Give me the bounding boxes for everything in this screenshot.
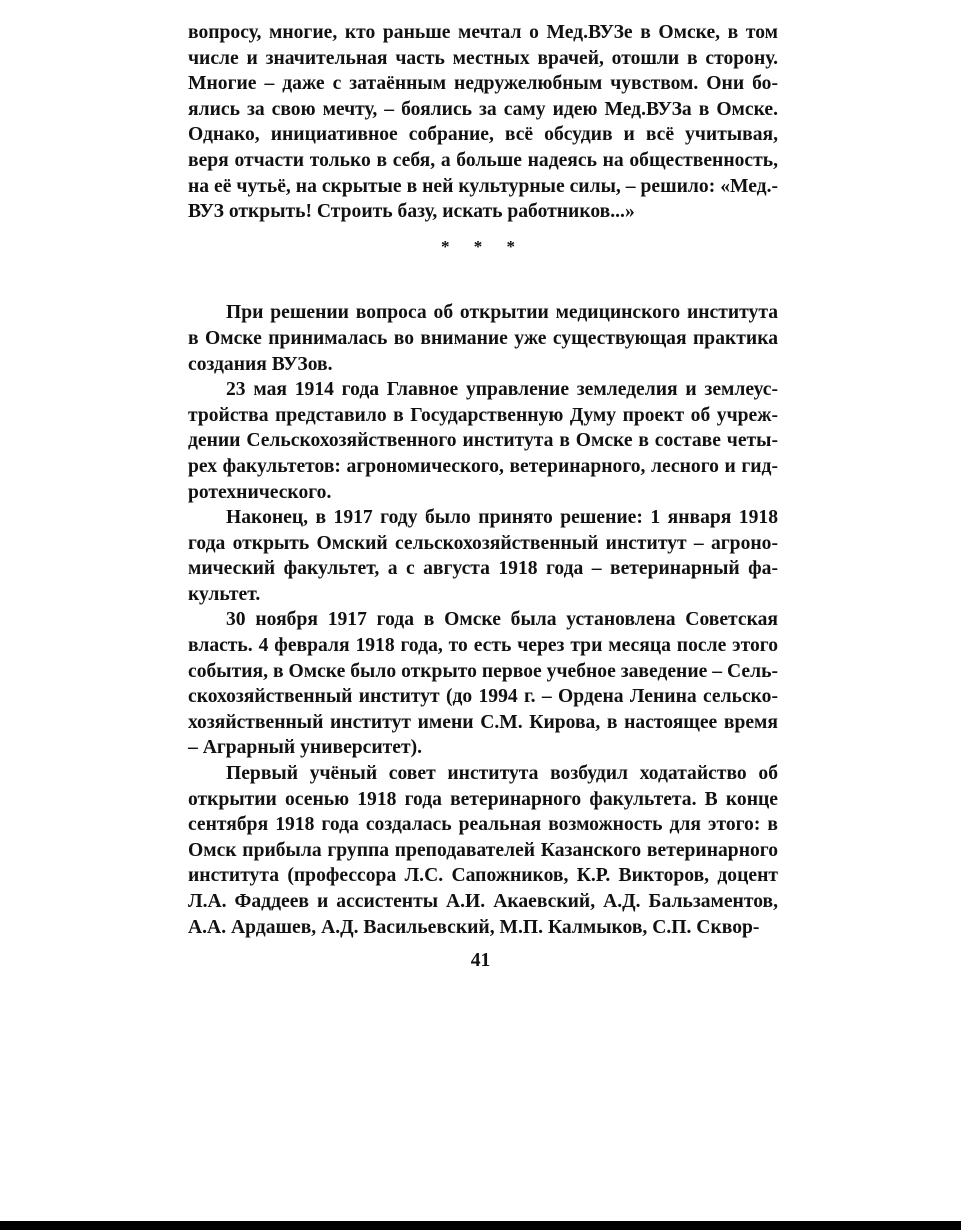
paragraph-3: Наконец, в 1917 году было принято решение: 1 января 1918 года открыть Омский сельскохозяйственный институт – агрономический факультет, а с августа 1918 года – ветеринарный факультет. [188, 507, 778, 605]
paragraph-1: При решении вопроса об открытии медицинского института в Омске принималась во внимание уже существующая практика создания ВУЗов. [188, 302, 778, 375]
scan-edge [0, 1221, 961, 1230]
paragraph-continuation: вопросу, многие, кто раньше мечтал о Мед.ВУЗе в Омске, в том числе и значительная часть местных врачей, отошли в сторону. Многие – даже с затаённым недружелюбным чувством. Они боялись за свою мечту, – боялись за саму идею Мед.ВУЗа в Омске. Однако, инициативное собрание, всё обсудив и всё учитывая, веря отчасти только в себя, а больше надеясь на общественность, на её чутьё, на скрытые в ней культурные силы, – решило: «Мед.-ВУЗ открыть! Строить базу, искать работников...» [188, 22, 778, 223]
text-column [188, 20, 778, 940]
paragraph-5: Первый учёный совет института возбудил ходатайство об открытии осенью 1918 года ветеринарного факультета. В конце сентября 1918 года создалась реальная возможность для этого: в Омск прибыла группа преподавателей Казанского ветеринарного института (профессора Л.С. Сапожников, К.Р. Викторов, доцент Л.А. Фаддеев и ассистенты А.И. Акаевский, А.Д. Бальзаментов, А.А. Ардашев, А.Д. Васильевский, М.П. Калмыков, С.П. Сквор- [188, 763, 778, 938]
paragraph-2: 23 мая 1914 года Главное управление земледелия и землеустройства представило в Государственную Думу проект об учреждении Сельскохозяйственного института в Омске в составе четырех факультетов: агрономического, ветеринарного, лесного и гидротехнического. [188, 379, 778, 503]
paragraph-4: 30 ноября 1917 года в Омске была установлена Советская власть. 4 февраля 1918 года, то есть через три месяца после этого события, в Омске было открыто первое учебное заведение – Сельскохозяйственный институт (до 1994 г. – Ордена Ленина сельскохозяйственный институт имени С.М. Кирова, в настоящее время – Аграрный университет). [188, 609, 778, 759]
section-divider: * * * [441, 236, 525, 256]
page-number: 41 [470, 950, 491, 971]
section-gap [188, 259, 778, 300]
